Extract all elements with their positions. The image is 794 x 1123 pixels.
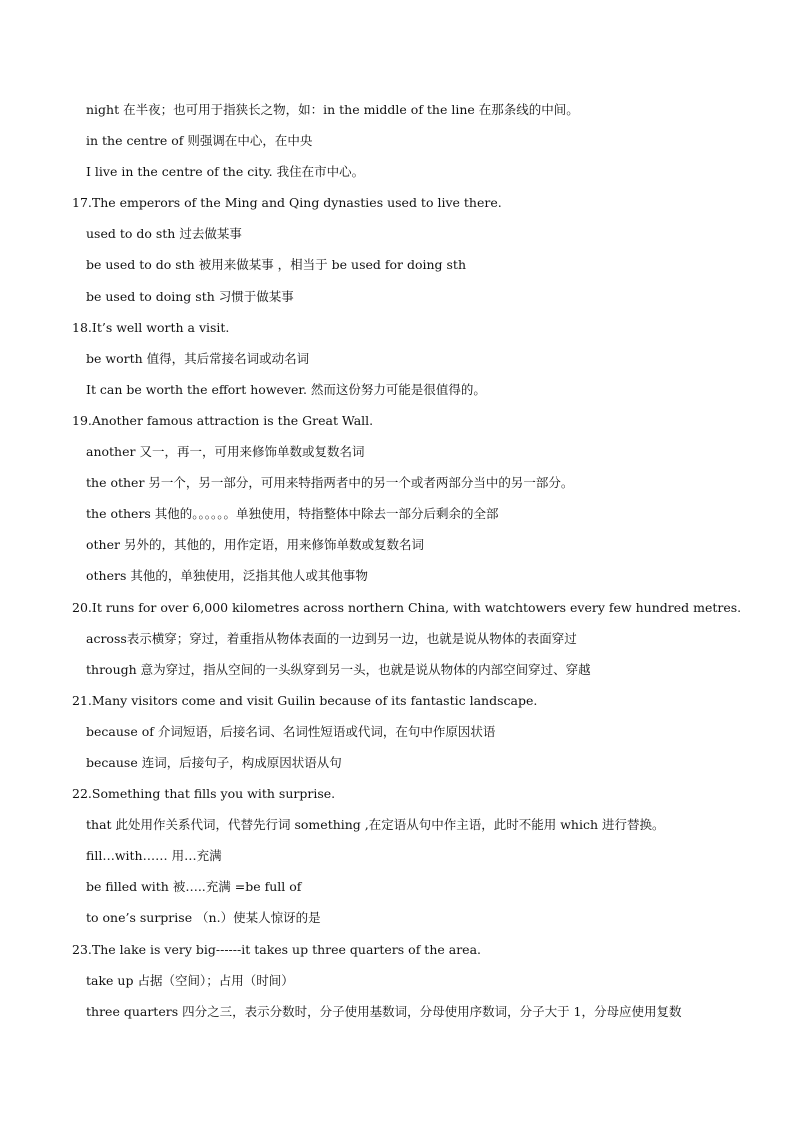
section-heading: 22.Something that fills you with surprise.: [72, 786, 336, 802]
section-heading: 19.Another famous attraction is the Great Wall.: [72, 412, 374, 428]
section-heading: 20.It runs for over 6,000 kilometres across northern China, with watchtowers every few hundred metres.: [72, 599, 742, 615]
note-line: It can be worth the effort however. 然而这份努力可能是很值得的。: [86, 381, 486, 397]
note-line: take up 占据（空间）；占用（时间）: [86, 972, 294, 988]
note-line: through 意为穿过，指从空间的一头纵穿到另一头，也就是说从物体的内部空间穿过、穿越: [86, 661, 591, 677]
note-line: because 连词，后接句子，构成原因状语从句: [86, 754, 342, 770]
note-line: other 另外的，其他的，用作定语，用来修饰单数或复数名词: [86, 537, 424, 553]
note-line: be worth 值得，其后常接名词或动名词: [86, 350, 310, 366]
note-line: be used to do sth 被用来做某事 ，相当于 be used for doing sth: [86, 257, 466, 273]
note-line: another 又一，再一，可用来修饰单数或复数名词: [86, 444, 365, 460]
note-line: to one’s surprise （n.）使某人惊讶的是: [86, 910, 321, 926]
notes-body: [72, 100, 752, 1033]
note-line: the others 其他的。。。。。。单独使用，特指整体中除去一部分后剩余的全部: [86, 506, 499, 522]
section-heading: 18.It’s well worth a visit.: [72, 319, 230, 335]
section-heading: 23.The lake is very big------it takes up three quarters of the area.: [72, 941, 481, 957]
section-heading: 17.The emperors of the Ming and Qing dynasties used to live there.: [72, 195, 502, 211]
note-line: the other 另一个，另一部分，可用来特指两者中的另一个或者两部分当中的另一部分。: [86, 475, 574, 491]
note-line: in the centre of 则强调在中心，在中央: [86, 133, 313, 149]
note-line: fill…with…… 用…充满: [86, 848, 222, 864]
note-line: be filled with 被…..充满 =be full of: [86, 879, 302, 895]
note-line: used to do sth 过去做某事: [86, 226, 242, 242]
note-line: across表示横穿；穿过，着重指从物体表面的一边到另一边，也就是说从物体的表面穿过: [86, 630, 577, 646]
note-line: night 在半夜；也可用于指狭长之物，如：in the middle of the line 在那条线的中间。: [86, 102, 579, 117]
note-line: that 此处用作关系代词，代替先行词 something ,在定语从句中作主语，此时不能用 which 进行替换。: [86, 817, 665, 833]
note-line: be used to doing sth 习惯于做某事: [86, 288, 294, 304]
note-line: I live in the centre of the city. 我住在市中心。: [86, 164, 365, 180]
note-line: because of 介词短语，后接名词、名词性短语或代词，在句中作原因状语: [86, 723, 496, 739]
section-heading: 21.Many visitors come and visit Guilin because of its fantastic landscape.: [72, 692, 538, 708]
note-line: others 其他的，单独使用，泛指其他人或其他事物: [86, 568, 368, 584]
note-line: three quarters 四分之三，表示分数时，分子使用基数词，分母使用序数词，分子大于 1，分母应使用复数: [86, 1003, 682, 1019]
